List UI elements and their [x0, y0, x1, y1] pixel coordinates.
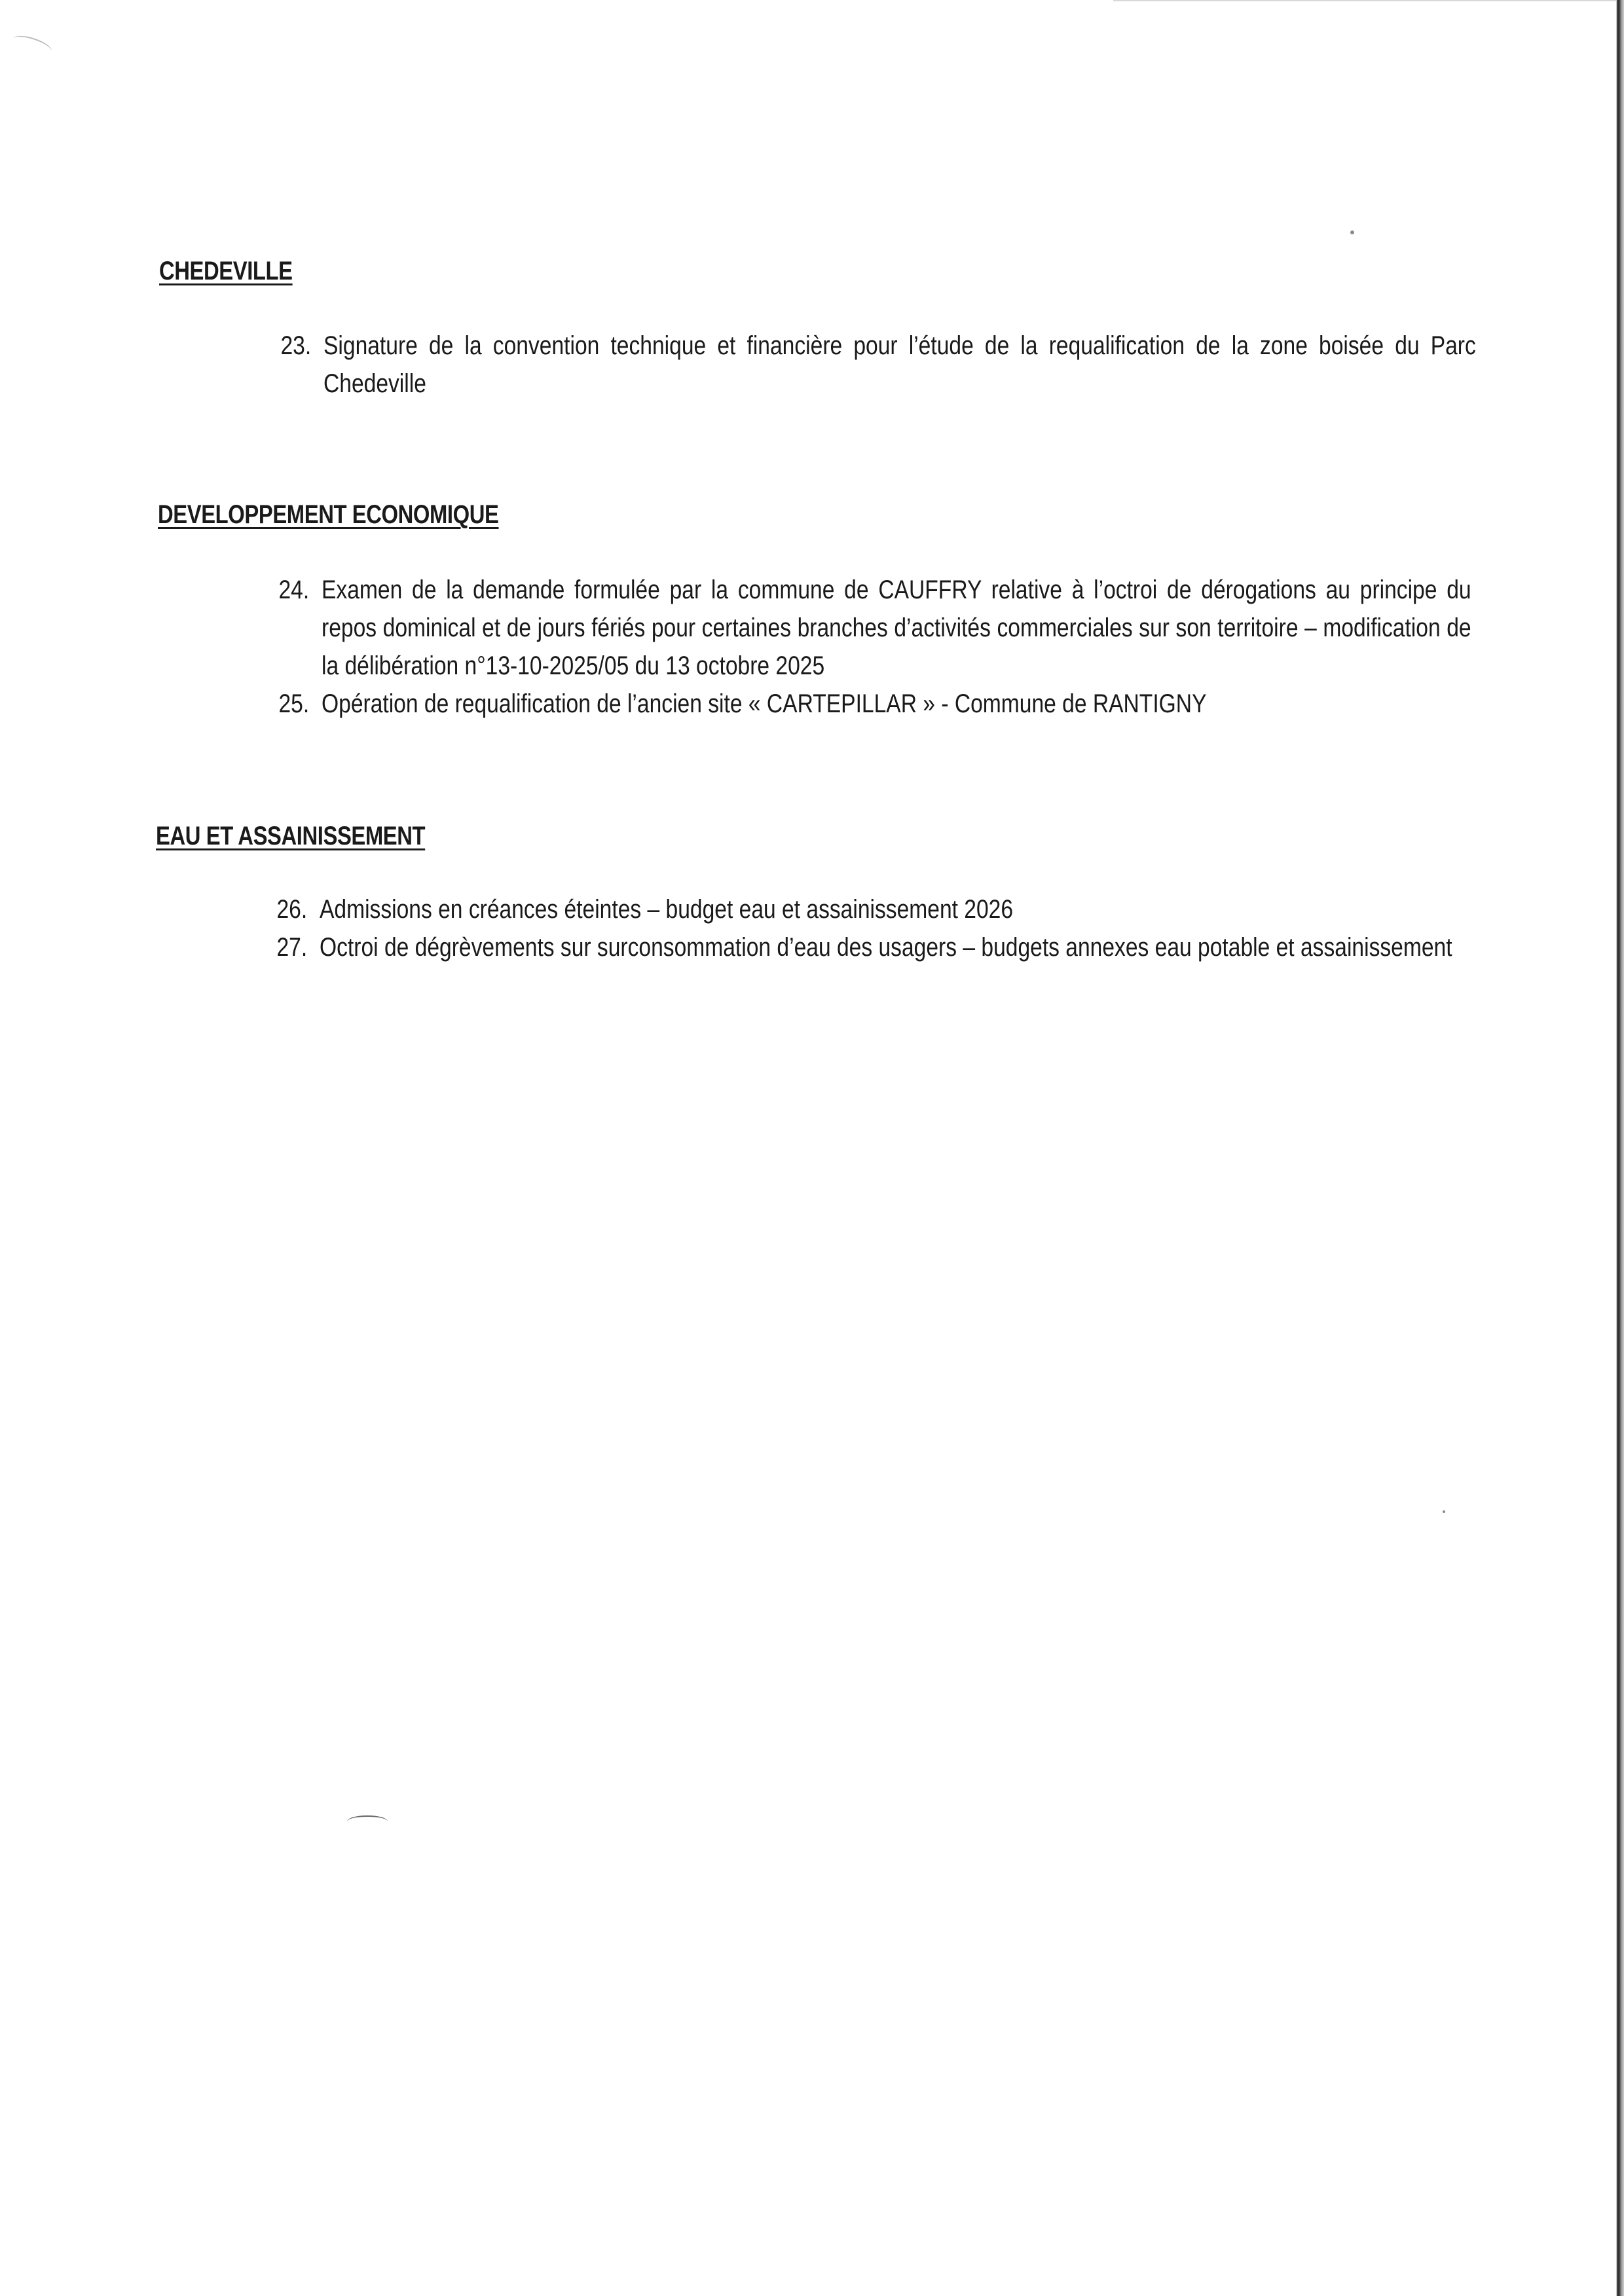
agenda-item-23	[280, 327, 1476, 403]
item-number: 26.	[276, 895, 308, 924]
section-heading-developpement-economique: DEVELOPPEMENT ECONOMIQUE	[158, 500, 499, 529]
agenda-item-26	[276, 890, 1475, 928]
scan-speck	[1350, 230, 1354, 234]
item-number: 25.	[278, 689, 310, 718]
item-text: Admissions en créances éteintes – budget eau et assainissement 2026	[320, 895, 1014, 924]
agenda-item-24	[278, 571, 1471, 685]
scan-top-edge	[1113, 0, 1616, 1]
section-heading-eau-et-assainissement: EAU ET ASSAINISSEMENT	[156, 822, 426, 850]
item-number: 27.	[276, 933, 308, 962]
agenda-item-25	[278, 685, 1471, 723]
item-text: Signature de la convention technique et financière pour l’étude de la requalification de la zone boisée du Parc Chedeville	[323, 331, 1476, 398]
scan-speck	[1443, 1510, 1445, 1513]
agenda-item-27	[276, 928, 1475, 966]
item-text: Octroi de dégrèvements sur surconsommation d’eau des usagers – budgets annexes eau potable et assainissement	[320, 933, 1452, 962]
scan-mark	[10, 32, 54, 58]
scan-right-edge	[1616, 0, 1624, 2296]
item-text: Opération de requalification de l’ancien site « CARTEPILLAR » - Commune de RANTIGNY	[322, 689, 1207, 718]
scan-mark	[347, 1815, 388, 1827]
section-heading-chedeville: CHEDEVILLE	[159, 257, 293, 285]
item-text: Examen de la demande formulée par la commune de CAUFFRY relative à l’octroi de dérogations au principe du repos dominical et de jours fériés pour certaines branches d’activités commerciales sur son territoire – modification de la délibération n°13-10-2025/05 du 13 octobre 2025	[322, 575, 1471, 680]
item-number: 23.	[280, 331, 312, 360]
item-number: 24.	[278, 575, 310, 604]
